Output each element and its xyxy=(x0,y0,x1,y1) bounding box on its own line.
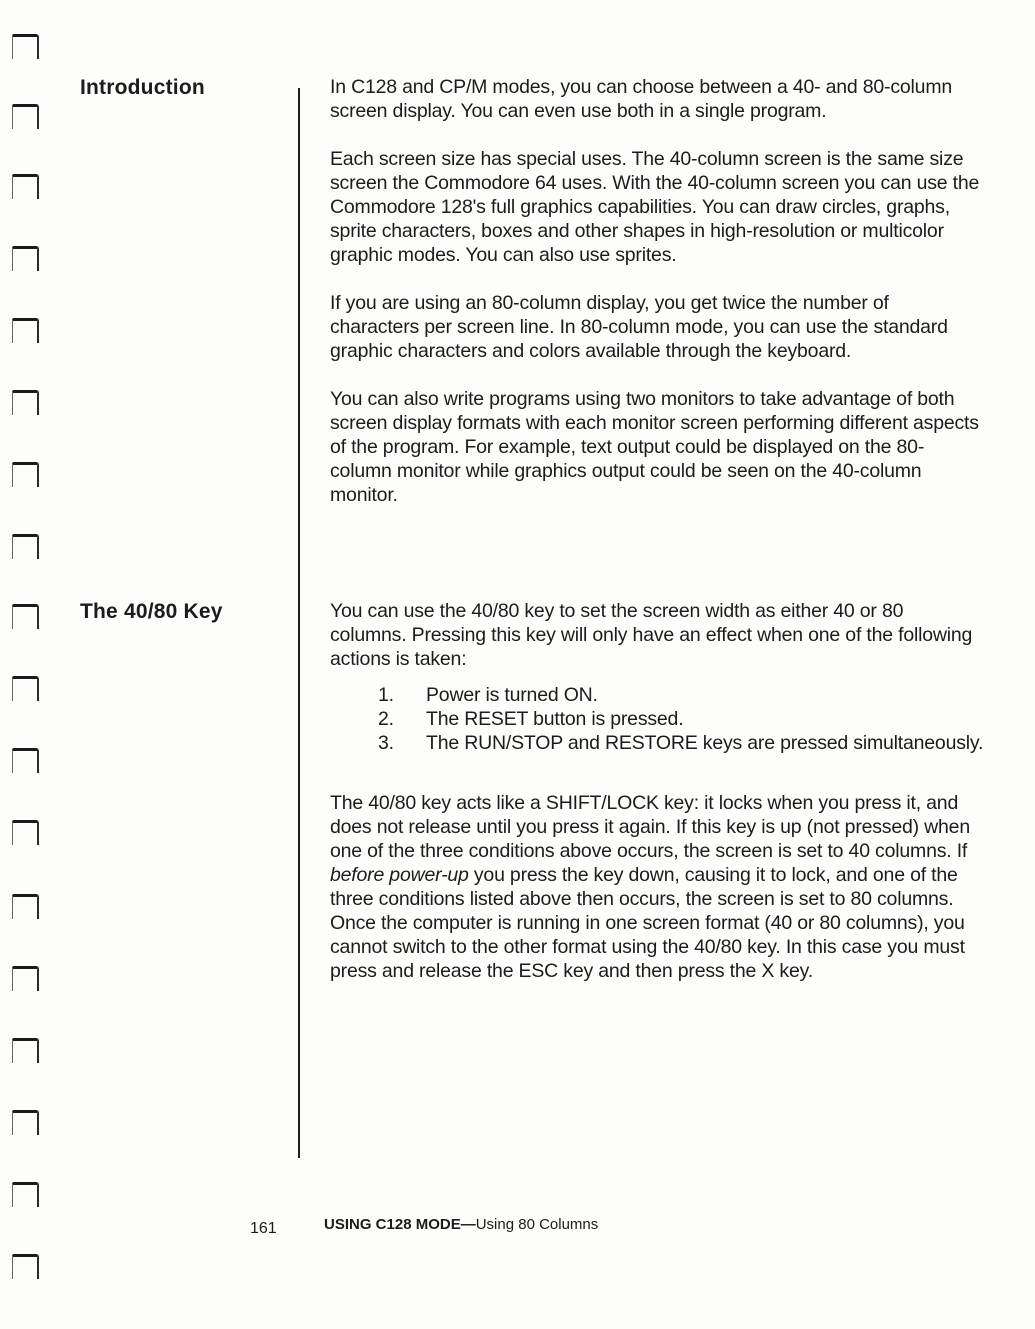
paragraph xyxy=(330,791,980,983)
closing-text-a: The 40/80 key acts like a SHIFT/LOCK key: it locks when you press it, and does not release until you press it again. If this key is up (not pressed) when one of the three conditions above occurs, the screen is set to 40 columns. If xyxy=(330,792,970,862)
list-item xyxy=(378,707,988,731)
paragraph: Each screen size has special uses. The 40-column screen is the same size screen the Commodore 64 uses. With the 40-column screen you can use the Commodore 128's full graphics capabilities. You can draw circles, graphs, sprite characters, boxes and other shapes in high-resolution or multicolor graphic modes. You can also use sprites. xyxy=(330,148,980,266)
introduction-body xyxy=(330,75,980,507)
heading-introduction: Introduction xyxy=(80,76,205,99)
key-section-closing xyxy=(330,791,980,983)
closing-emphasis: before power-up xyxy=(330,864,469,886)
list-number: 2. xyxy=(378,708,394,730)
running-head xyxy=(324,1216,598,1233)
running-head-bold: USING C128 MODE— xyxy=(324,1216,476,1233)
paragraph: You can use the 40/80 key to set the screen width as either 40 or 80 columns. Pressing this key will only have an effect when one of the following actions is taken: xyxy=(330,600,973,670)
list-text: The RUN/STOP and RESTORE keys are pressed simultaneously. xyxy=(426,732,984,754)
key-section-intro xyxy=(330,599,980,671)
list-item xyxy=(378,683,988,707)
paragraph: You can also write programs using two monitors to take advantage of both screen display formats with each monitor screen performing different aspects of the program. For example, text output could be displayed on the 80-column monitor while graphics output could be seen on the 40-column monitor. xyxy=(330,388,979,506)
list-item xyxy=(378,731,988,755)
paragraph: If you are using an 80-column display, you get twice the number of characters per screen line. In 80-column mode, you can use the standard graphic characters and colors available through the keyboard. xyxy=(330,292,948,362)
running-head-rest: Using 80 Columns xyxy=(475,1216,599,1233)
heading-40-80-key: The 40/80 Key xyxy=(80,600,223,623)
page-number: 161 xyxy=(250,1220,277,1237)
conditions-list xyxy=(378,683,988,755)
list-number: 1. xyxy=(378,684,394,706)
column-divider xyxy=(298,88,300,1158)
paragraph: In C128 and CP/M modes, you can choose between a 40- and 80-column screen display. You can even use both in a single program. xyxy=(330,76,953,122)
closing-text-b: you press the key down, causing it to lock, and one of the three conditions listed above then occurs, the screen is set to 80 columns. Once the computer is running in one screen format (40 or 80 columns), you cannot switch to the other format using the 40/80 key. In this case you must press and release the ESC key and then press the X key. xyxy=(330,864,965,982)
list-text: The RESET button is pressed. xyxy=(426,708,684,730)
binder-ring-holes xyxy=(0,0,60,1329)
list-number: 3. xyxy=(378,732,394,754)
list-text: Power is turned ON. xyxy=(426,684,598,706)
